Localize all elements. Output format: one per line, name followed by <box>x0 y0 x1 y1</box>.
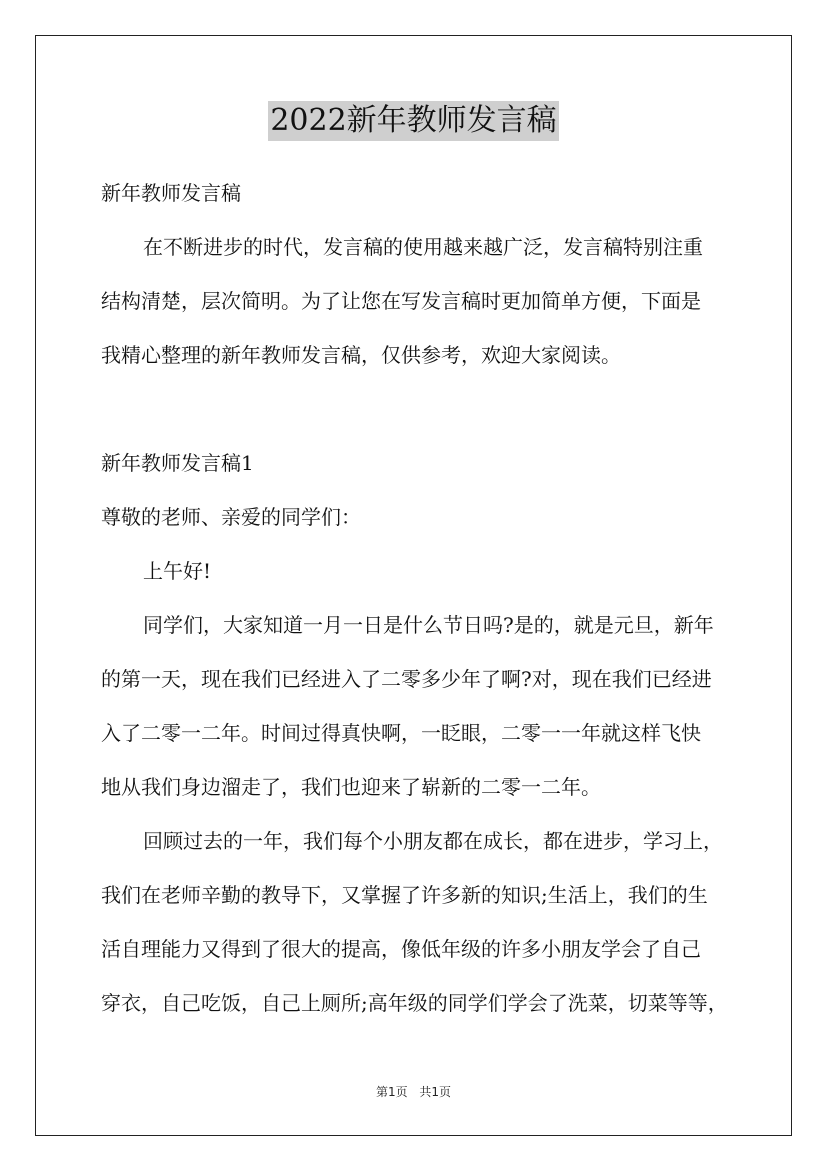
document-title: 2022新年教师发言稿 <box>268 101 558 141</box>
text-line: 结构清楚，层次简明。为了让您在写发言稿时更加简单方便，下面是 <box>101 289 701 313</box>
text-line: 尊敬的老师、亲爱的同学们： <box>101 505 361 529</box>
page-footer <box>0 1083 827 1100</box>
text-line: 我们在老师辛勤的教导下，又掌握了许多新的知识;生活上，我们的生 <box>101 883 708 907</box>
text-line: 同学们，大家知道一月一日是什么节日吗?是的，就是元旦，新年 <box>143 613 714 637</box>
text-line: 上午好! <box>143 559 212 583</box>
blank-line <box>101 382 731 436</box>
page-total: 共1页 <box>419 1085 452 1099</box>
text-line: 在不断进步的时代，发言稿的使用越来越广泛，发言稿特别注重 <box>143 235 703 259</box>
text-line: 活自理能力又得到了很大的提高，像低年级的许多小朋友学会了自己 <box>101 937 701 961</box>
text-line: 地从我们身边溜走了，我们也迎来了崭新的二零一二年。 <box>101 775 601 799</box>
page-number: 第1页 <box>375 1085 408 1099</box>
text-line: 新年教师发言稿 <box>101 181 241 205</box>
text-line: 穿衣，自己吃饭，自己上厕所;高年级的同学们学会了洗菜，切菜等等， <box>101 991 728 1015</box>
title-container <box>0 101 827 141</box>
text-line: 新年教师发言稿1 <box>101 451 254 475</box>
text-line: 入了二零一二年。时间过得真快啊，一眨眼，二零一一年就这样飞快 <box>101 721 701 745</box>
text-line: 回顾过去的一年，我们每个小朋友都在成长，都在进步，学习上， <box>143 829 723 853</box>
text-line: 我精心整理的新年教师发言稿，仅供参考，欢迎大家阅读。 <box>101 343 621 367</box>
text-line: 的第一天，现在我们已经进入了二零多少年了啊?对，现在我们已经进 <box>101 667 712 691</box>
document-body <box>101 166 731 1030</box>
